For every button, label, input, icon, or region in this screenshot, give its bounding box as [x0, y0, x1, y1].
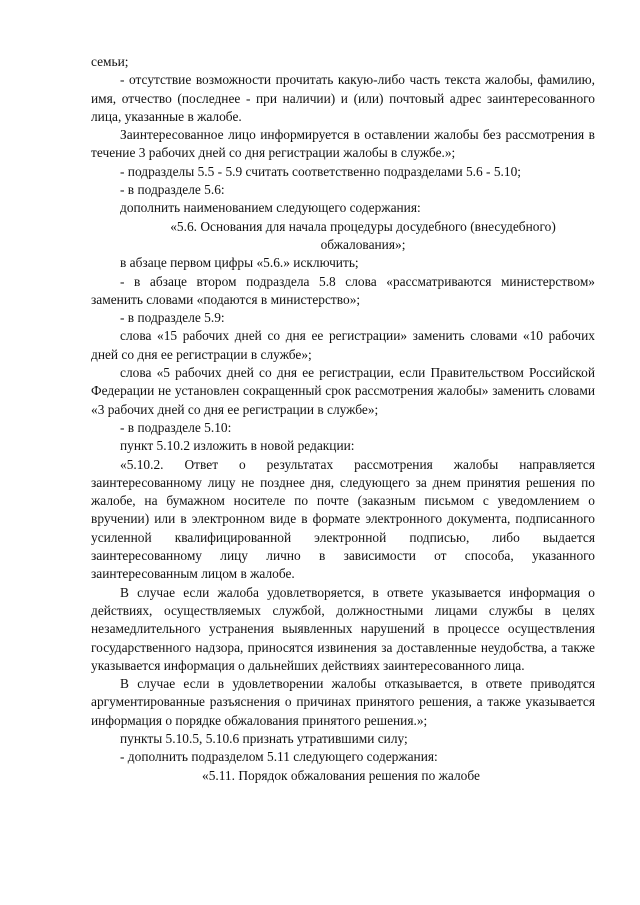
paragraph-14: пункт 5.10.2 изложить в новой редакции:: [120, 438, 355, 454]
paragraph-11: слова «15 рабочих дней со дня ее регистрации» заменить словами «10 рабочих дней со дня ее регистрации в службе»;: [91, 328, 595, 362]
paragraph-1: семьи;: [91, 54, 129, 69]
paragraph-18: пункты 5.10.5, 5.10.6 признать утратившими силу;: [120, 730, 408, 746]
section-heading-5-6: «5.6. Основания для начала процедуры досудебного (внесудебного) обжалования»;: [170, 218, 556, 252]
paragraph-17: В случае если в удовлетворении жалобы отказывается, в ответе приводятся аргументированные разъяснения о причинах принятого решения, а также указывается информация о порядке обжалования принятого решения.»;: [91, 676, 595, 728]
paragraph-12: слова «5 рабочих дней со дня ее регистрации, если Правительством Российской Федерации не установлен сокращенный срок рассмотрения жалобы» заменить словами «3 рабочих дней со дня ее регистрации в службе»;: [91, 365, 595, 417]
paragraph-15: «5.10.2. Ответ о результатах рассмотрения жалобы направляется заинтересованному лицу не позднее дня, следующего за днем принятия решения по жалобе, на бумажном носителе по почте (заказным письмом с уведомлением о вручении) или в электронном виде в формате электронного документа, подписанного усиленной квалифицированной электронной подписью, либо выдается заинтересованному лицу лично в зависимости от способа, указанного заинтересованным лицом в жалобе.: [91, 456, 595, 582]
paragraph-13: - в подразделе 5.10:: [120, 419, 232, 435]
paragraph-10: - в подразделе 5.9:: [120, 310, 225, 326]
document-page: [91, 53, 595, 785]
paragraph-19: - дополнить подразделом 5.11 следующего содержания:: [120, 749, 438, 765]
paragraph-16: В случае если жалоба удовлетворяется, в ответе указывается информация о действиях, осуществляемых службой, должностными лицами службы в целях незамедлительного устранения выявленных нарушений в процессе осуществления государственного надзора, приносятся извинения за доставленные неудобства, а также указывается информация о дальнейших действиях заинтересованного лица.: [91, 584, 595, 673]
paragraph-8: в абзаце первом цифры «5.6.» исключить;: [120, 255, 359, 271]
paragraph-5: - в подразделе 5.6:: [120, 182, 225, 198]
paragraph-2: - отсутствие возможности прочитать какую-либо часть текста жалобы, фамилию, имя, отчество (последнее - при наличии) и (или) почтовый адрес заинтересованного лица, указанные в жалобе.: [91, 72, 595, 124]
section-heading-5-11: «5.11. Порядок обжалования решения по жалобе: [202, 767, 480, 783]
paragraph-6: дополнить наименованием следующего содержания:: [120, 200, 421, 216]
paragraph-4: - подразделы 5.5 - 5.9 считать соответственно подразделами 5.6 - 5.10;: [120, 163, 521, 179]
paragraph-9: - в абзаце втором подраздела 5.8 слова «рассматриваются министерством» заменить словами «подаются в министерство»;: [91, 273, 595, 307]
paragraph-3: Заинтересованное лицо информируется в оставлении жалобы без рассмотрения в течение 3 рабочих дней со дня регистрации жалобы в службе.»;: [91, 127, 595, 161]
